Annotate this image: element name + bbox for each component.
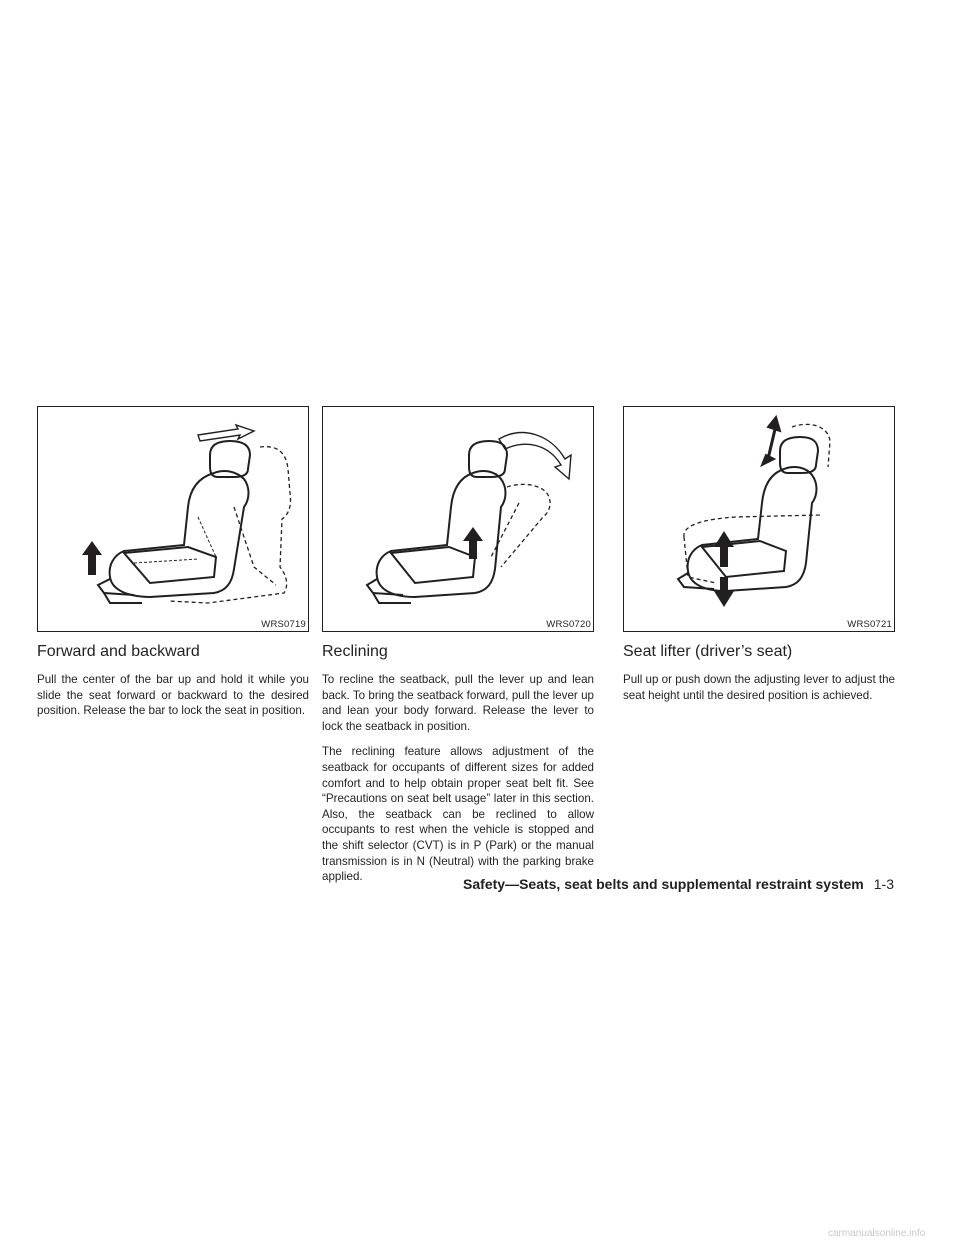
figure-code: WRS0720 — [546, 619, 591, 630]
page-footer — [463, 876, 894, 892]
seat-lifter-illustration — [624, 407, 894, 631]
section-paragraph: Pull up or push down the adjusting lever to adjust the seat height until the desired position is achieved. — [623, 673, 895, 702]
figure-seat-recline — [322, 406, 594, 632]
figure-seat-slide — [37, 406, 309, 632]
section-heading: Forward and backward — [37, 643, 200, 660]
section-paragraph: The reclining feature allows adjustment of the seatback for occupants of different sizes for added comfort and to help obtain proper seat belt fit. See “Precautions on seat belt usage” later in this section. Also, the seatback can be reclined to allow occupants to rest when the vehicle is stopped and the shift selector (CVT) is in P (Park) or the manual transmission is in N (Neutral) with the parking brake applied. — [322, 745, 594, 884]
section-paragraph: To recline the seatback, pull the lever up and lean back. To bring the seatback forward, pull the lever up and lean your body forward. Release the lever to lock the seatback in position. — [322, 673, 594, 733]
watermark: carmanualsonline.info — [828, 1228, 926, 1239]
footer-section-title: Safety—Seats, seat belts and supplemental restraint system — [463, 876, 864, 892]
section-heading: Seat lifter (driver’s seat) — [623, 643, 793, 660]
section-reclining — [322, 406, 594, 885]
section-heading: Reclining — [322, 643, 388, 660]
figure-seat-lifter — [623, 406, 895, 632]
seat-slide-illustration — [38, 407, 308, 631]
figure-code: WRS0719 — [261, 619, 306, 630]
figure-code: WRS0721 — [847, 619, 892, 630]
section-forward-backward — [37, 406, 309, 719]
section-paragraph: Pull the center of the bar up and hold it while you slide the seat forward or backward to the desired position. Release the bar to lock the seat in position. — [37, 673, 309, 718]
section-seat-lifter — [623, 406, 895, 703]
page-number: 1-3 — [873, 876, 894, 892]
seat-recline-illustration — [323, 407, 593, 631]
